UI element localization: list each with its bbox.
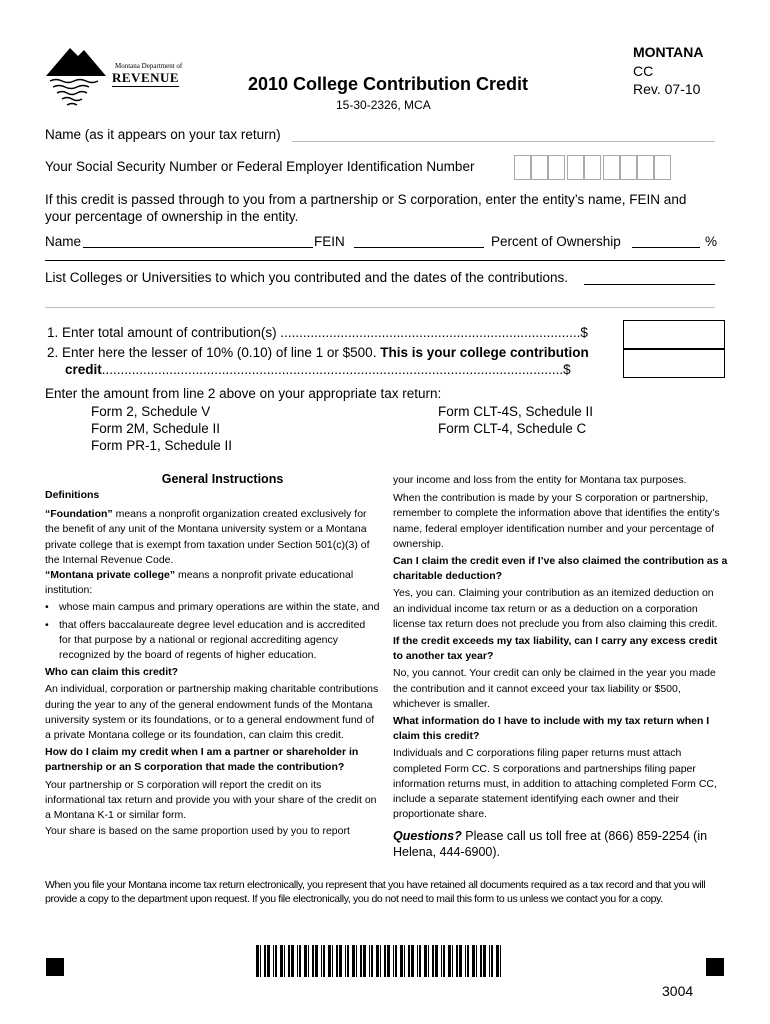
instructions-left-column bbox=[45, 472, 380, 839]
fein-field[interactable] bbox=[354, 247, 484, 248]
answer-charitable: Yes, you can. Claiming your contribution as an itemized deduction on an individual income tax return or as a deduction on a corporation license tax return does not preclude you from also claiming this credit. bbox=[393, 587, 718, 630]
question-charitable: Can I claim the credit even if I’ve also claimed the contribution as a charitable deduction? bbox=[393, 555, 728, 583]
efile-note: When you file your Montana income tax return electronically, you represent that you have retained all documents required as a tax record and that you will provide a copy to the department upon request. If you file electronically, you do not need to mail this form to us unless we contact you for a copy. bbox=[45, 879, 706, 905]
ssn-digit-box[interactable] bbox=[548, 155, 565, 180]
private-college-definition: “Montana private college” means a nonprofit private educational institution: bbox=[45, 569, 354, 597]
dept-big-text: REVENUE bbox=[112, 70, 180, 85]
bullet-item: • whose main campus and primary operations are within the state, and bbox=[45, 601, 380, 614]
ssn-digit-box[interactable] bbox=[514, 155, 531, 180]
revision-label: Rev. 07-10 bbox=[633, 81, 701, 97]
ssn-digit-box[interactable] bbox=[620, 155, 637, 180]
colleges-label: List Colleges or Universities to which you contributed and the dates of the contributions. bbox=[45, 270, 569, 285]
state-label: MONTANA bbox=[633, 44, 704, 60]
line-2-amount[interactable] bbox=[623, 348, 725, 378]
passthrough-text-1: If this credit is passed through to you from a partnership or S corporation, enter the entity’s name, FEIN and bbox=[45, 192, 687, 207]
question-who: Who can claim this credit? bbox=[45, 666, 179, 679]
ssn-digit-box[interactable] bbox=[637, 155, 654, 180]
ownership-field[interactable] bbox=[632, 247, 700, 248]
answer-partner-continued: your income and loss from the entity for Montana tax purposes. bbox=[393, 474, 687, 486]
form-clt4s-ref: Form CLT-4S, Schedule II bbox=[438, 404, 594, 419]
question-partner: How do I claim my credit when I am a partner or shareholder in partnership or an S corporation that made the contribution? bbox=[45, 746, 359, 774]
entity-name-field[interactable] bbox=[83, 247, 313, 248]
questions-contact: Questions? Please call us toll free at (866) 859-2254 (in Helena, 444-6900). bbox=[393, 829, 708, 860]
form-number: 3004 bbox=[662, 983, 694, 999]
question-exceeds: If the credit exceeds my tax liability, can I carry any excess credit to another tax year? bbox=[393, 635, 718, 663]
definitions-heading: Definitions bbox=[45, 489, 100, 501]
section-divider bbox=[45, 260, 725, 261]
dept-small-text: Montana Department of bbox=[115, 62, 183, 70]
ssn-digit-box[interactable] bbox=[603, 155, 620, 180]
ssn-digit-box[interactable] bbox=[584, 155, 601, 180]
instructions-right-column bbox=[393, 473, 728, 860]
colleges-field-2[interactable] bbox=[45, 307, 715, 308]
ssn-label: Your Social Security Number or Federal Employer Identification Number bbox=[45, 159, 475, 174]
form-2-ref: Form 2, Schedule V bbox=[91, 404, 211, 419]
line-2-credit-text: credit...........................................................................................................................$ bbox=[65, 362, 571, 377]
form-2m-ref: Form 2M, Schedule II bbox=[91, 421, 221, 436]
passthrough-text-2: your percentage of ownership in the entity. bbox=[45, 209, 299, 224]
answer-partner-cont: Your share is based on the same proportion used by you to report bbox=[45, 825, 350, 838]
name-label: Name (as it appears on your tax return) bbox=[45, 127, 281, 142]
answer-who: An individual, corporation or partnership making charitable contributions during the year to any of the general endowment funds of the Montana university system or its foundations, or to a general endowment fund of a private Montana college or its foundation, can claim this credit. bbox=[45, 683, 379, 742]
form-pr1-ref: Form PR-1, Schedule II bbox=[91, 438, 233, 453]
line-1-text: 1. Enter total amount of contribution(s) ................................................................................$ bbox=[47, 325, 588, 340]
question-include: What information do I have to include with my tax return when I claim this credit? bbox=[393, 715, 710, 743]
fein-label: FEIN bbox=[314, 234, 345, 249]
answer-partner: Your partnership or S corporation will report the credit on its informational tax return and provide you with your share of the credit on a Montana K-1 or similar form. bbox=[45, 778, 377, 822]
instructions-heading: General Instructions bbox=[161, 472, 284, 486]
entity-name-label: Name bbox=[45, 234, 82, 249]
line-1-amount[interactable] bbox=[623, 320, 725, 350]
barcode bbox=[256, 945, 506, 977]
form-title: 2010 College Contribution Credit bbox=[248, 74, 529, 94]
registration-mark bbox=[706, 958, 724, 976]
line-2-text: 2. Enter here the lesser of 10% (0.10) of line 1 or $500. This is your college contribution bbox=[47, 345, 589, 360]
foundation-definition: “Foundation” means a nonprofit organization created exclusively for the benefit of any unit of the Montana university system or a Montana private college that is exempt from taxation under Section 501(c)(3) of the Internal Revenue Code. bbox=[45, 508, 370, 566]
name-field[interactable] bbox=[292, 141, 715, 142]
enter-amount-text: Enter the amount from line 2 above on your appropriate tax return: bbox=[45, 386, 442, 401]
registration-mark bbox=[46, 958, 64, 976]
statute-reference: 15-30-2326, MCA bbox=[336, 98, 431, 112]
ownership-label: Percent of Ownership bbox=[491, 234, 621, 249]
form-code: CC bbox=[633, 63, 654, 79]
form-clt4-ref: Form CLT-4, Schedule C bbox=[438, 421, 587, 436]
scorp-note: When the contribution is made by your S corporation or partnership, remember to complete the information above that identifies the entity’s name, federal employer identification number and your percentage of ownership. bbox=[393, 492, 720, 550]
ssn-digit-box[interactable] bbox=[567, 155, 584, 180]
percent-sign: % bbox=[705, 234, 718, 249]
colleges-field[interactable] bbox=[584, 284, 715, 285]
ssn-digit-box[interactable] bbox=[654, 155, 671, 180]
answer-include: Individuals and C corporations filing paper returns must attach completed Form CC. S corporations and partnerships filing paper information returns must, in addition to attaching completed Form CC, include a separate statement identifying each owner and their proportionate share. bbox=[393, 747, 717, 821]
ssn-digit-box[interactable] bbox=[531, 155, 548, 180]
answer-exceeds: No, you cannot. Your credit can only be claimed in the year you made the contribution and it cannot exceed your tax liability or $500, whichever is smaller. bbox=[393, 667, 716, 710]
bullet-item: • that offers baccalaureate degree level education and is accredited for that purpose by a national or regional accrediting agency recognized by the board of regents of higher education. bbox=[45, 618, 366, 662]
